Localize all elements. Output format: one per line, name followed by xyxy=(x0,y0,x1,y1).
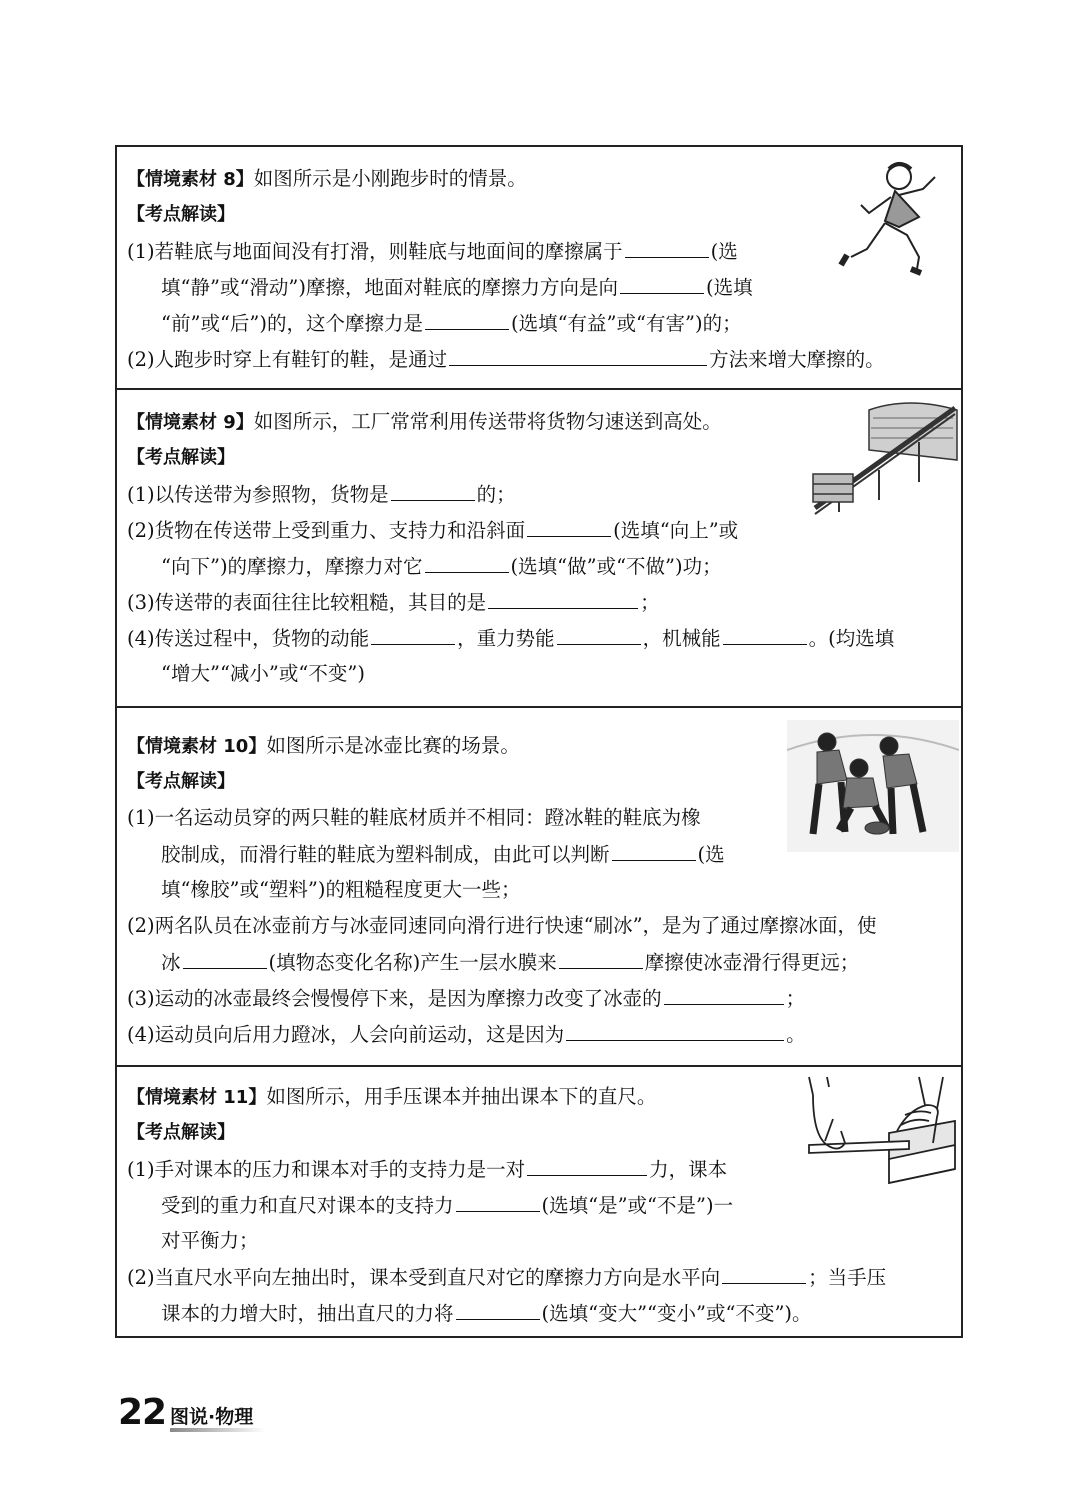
section-intro: 如图所示是冰壶比赛的场景。 xyxy=(266,734,520,757)
curling-photo xyxy=(787,720,959,852)
question-text: (选填“是”或“不是”)一 xyxy=(541,1194,734,1217)
question-line xyxy=(127,1022,806,1047)
question-text: 课本的力增大时，抽出直尺的力将 xyxy=(161,1302,454,1325)
question-text: 。(均选填 xyxy=(808,627,895,650)
question-line xyxy=(161,1301,812,1326)
question-line xyxy=(161,950,859,975)
question-text: (3)运动的冰壶最终会慢慢停下来，是因为摩擦力改变了冰壶的 xyxy=(127,987,662,1010)
answer-blank[interactable] xyxy=(527,518,611,537)
question-text: 填“橡胶”或“塑料”)的粗糙程度更大一些； xyxy=(161,878,521,901)
question-text: ，重力势能 xyxy=(457,627,555,650)
answer-blank[interactable] xyxy=(612,842,696,861)
question-text: (选填 xyxy=(705,276,753,299)
question-text: 摩擦使冰壶滑行得更远； xyxy=(644,951,860,974)
section-title-line xyxy=(127,734,520,759)
answer-blank[interactable] xyxy=(183,950,267,969)
question-text: (选 xyxy=(697,843,725,866)
section-title-line xyxy=(127,1085,656,1110)
answer-blank[interactable] xyxy=(456,1193,540,1212)
question-text: ，机械能 xyxy=(642,627,721,650)
question-text: (2)两名队员在冰壶前方与冰壶同速同向滑行进行快速“刷冰”，是为了通过摩擦冰面，使 xyxy=(127,914,877,937)
answer-blank[interactable] xyxy=(425,554,509,573)
section-title-line xyxy=(127,410,722,435)
answer-blank[interactable] xyxy=(449,347,707,366)
question-text: (填物态变化名称)产生一层水膜来 xyxy=(268,951,557,974)
question-text: ；当手压 xyxy=(808,1266,887,1289)
question-text: “前”或“后”)的，这个摩擦力是 xyxy=(161,312,423,335)
answer-blank[interactable] xyxy=(559,950,643,969)
question-text: 的； xyxy=(476,483,516,506)
running-boy-illustration xyxy=(829,157,959,289)
page-number: 22 xyxy=(118,1392,167,1433)
analysis-heading: 【考点解读】 xyxy=(127,447,235,468)
conveyor-belt-illustration xyxy=(809,398,959,516)
analysis-heading: 【考点解读】 xyxy=(127,204,235,225)
section-8 xyxy=(117,147,961,390)
question-line xyxy=(127,626,894,651)
section-10 xyxy=(117,708,961,1067)
question-line xyxy=(127,590,660,615)
question-text: (选填“变大”“变小”或“不变”)。 xyxy=(541,1302,812,1325)
book-title: 图说·物理 xyxy=(170,1406,254,1428)
answer-blank[interactable] xyxy=(566,1022,784,1041)
answer-blank[interactable] xyxy=(722,1265,806,1284)
question-text: (4)运动员向后用力蹬冰，人会向前运动，这是因为 xyxy=(127,1023,565,1046)
question-line xyxy=(127,806,701,830)
question-text: (4)传送过程中，货物的动能 xyxy=(127,627,370,650)
answer-blank[interactable] xyxy=(723,626,807,645)
question-text: (1)以传送带为参照物，货物是 xyxy=(127,483,389,506)
section-intro: 如图所示是小刚跑步时的情景。 xyxy=(253,167,527,190)
question-text: ； xyxy=(785,987,806,1010)
answer-blank[interactable] xyxy=(488,590,638,609)
hand-book-ruler-illustration xyxy=(805,1075,959,1191)
question-text: (1)手对课本的压力和课本对手的支持力是一对 xyxy=(127,1158,526,1181)
question-text: 填“静”或“滑动”)摩擦，地面对鞋底的摩擦力方向是向 xyxy=(161,276,618,299)
section-title-line xyxy=(127,167,527,192)
question-text: (2)当直尺水平向左抽出时，课本受到直尺对它的摩擦力方向是水平向 xyxy=(127,1266,721,1289)
question-text: ； xyxy=(640,591,660,614)
section-title: 【情境素材 8】 xyxy=(127,169,254,190)
question-line xyxy=(161,842,725,867)
section-intro: 如图所示，工厂常常利用传送带将货物匀速送到高处。 xyxy=(253,410,722,433)
question-line xyxy=(127,986,805,1011)
question-text: (1)若鞋底与地面间没有打滑，则鞋底与地面间的摩擦属于 xyxy=(127,240,623,263)
question-text: (选 xyxy=(710,240,738,263)
question-line xyxy=(127,482,516,507)
answer-blank[interactable] xyxy=(456,1301,540,1320)
question-text: 。 xyxy=(786,1023,806,1046)
question-text: (选填“有益”或“有害”)的； xyxy=(510,312,742,335)
section-11 xyxy=(117,1067,961,1340)
question-line xyxy=(161,311,742,336)
answer-blank[interactable] xyxy=(425,311,509,330)
question-line xyxy=(161,662,365,686)
question-line xyxy=(127,518,738,543)
answer-blank[interactable] xyxy=(371,626,455,645)
question-line xyxy=(127,1157,727,1182)
question-line xyxy=(161,1229,259,1253)
content-frame xyxy=(115,145,963,1338)
section-title: 【情境素材 11】 xyxy=(127,1087,267,1108)
answer-blank[interactable] xyxy=(620,275,704,294)
section-title: 【情境素材 10】 xyxy=(127,736,267,757)
answer-blank[interactable] xyxy=(527,1157,647,1176)
question-line xyxy=(161,878,520,902)
question-text: 受到的重力和直尺对课本的支持力 xyxy=(161,1194,454,1217)
question-line xyxy=(127,239,738,264)
question-text: (1)一名运动员穿的两只鞋的鞋底材质并不相同：蹬冰鞋的鞋底为橡 xyxy=(127,806,701,829)
question-text: (2)人跑步时穿上有鞋钉的鞋，是通过 xyxy=(127,348,448,371)
question-text: (选填“做”或“不做”)功； xyxy=(510,555,722,578)
question-text: “向下”)的摩擦力，摩擦力对它 xyxy=(161,555,423,578)
answer-blank[interactable] xyxy=(557,626,641,645)
section-title: 【情境素材 9】 xyxy=(127,412,254,433)
answer-blank[interactable] xyxy=(391,482,475,501)
question-text: (2)货物在传送带上受到重力、支持力和沿斜面 xyxy=(127,519,526,542)
question-line xyxy=(161,1193,733,1218)
question-text: 冰 xyxy=(161,951,181,974)
question-text: “增大”“减小”或“不变”) xyxy=(161,662,365,685)
section-9 xyxy=(117,390,961,708)
question-line xyxy=(127,347,885,372)
question-text: 胶制成，而滑行鞋的鞋底为塑料制成，由此可以判断 xyxy=(161,843,610,866)
question-text: (3)传送带的表面往往比较粗糙，其目的是 xyxy=(127,591,487,614)
question-text: 对平衡力； xyxy=(161,1229,259,1252)
answer-blank[interactable] xyxy=(625,239,709,258)
question-line xyxy=(161,275,753,300)
question-line xyxy=(161,554,722,579)
analysis-heading: 【考点解读】 xyxy=(127,1122,235,1143)
question-text: 方法来增大摩擦的。 xyxy=(709,348,885,371)
section-intro: 如图所示，用手压课本并抽出课本下的直尺。 xyxy=(266,1085,657,1108)
question-text: 力，课本 xyxy=(649,1158,728,1181)
analysis-heading: 【考点解读】 xyxy=(127,771,235,792)
question-text: (选填“向上”或 xyxy=(613,519,739,542)
answer-blank[interactable] xyxy=(664,986,784,1005)
footer-decoration xyxy=(170,1428,265,1432)
question-line xyxy=(127,1265,886,1290)
question-line xyxy=(127,914,877,938)
